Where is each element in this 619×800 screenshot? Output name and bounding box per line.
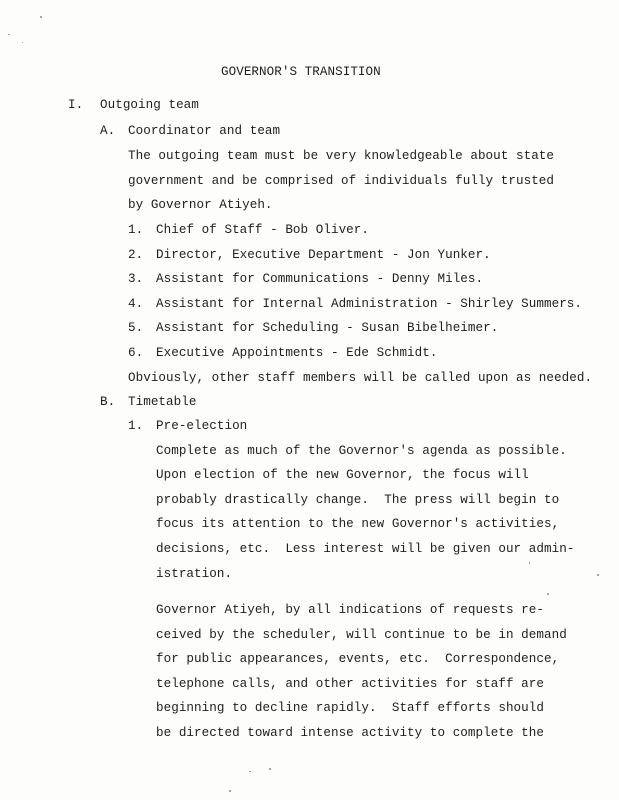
list-number: 6. [128, 346, 144, 360]
paragraph-line: decisions, etc. Less interest will be given our admin- [156, 542, 575, 556]
scan-speck [547, 593, 549, 595]
paragraph-line: telephone calls, and other activities for staff are [156, 677, 544, 691]
list-number: 2. [128, 248, 144, 262]
list-item-text: Chief of Staff - Bob Oliver. [156, 223, 370, 237]
paragraph-line: Complete as much of the Governor's agenda as possible. [156, 444, 567, 458]
paragraph-line: government and be comprised of individuals fully trusted [128, 174, 555, 188]
list-item-text: Assistant for Internal Administration - Shirley Summers. [156, 297, 583, 311]
scan-speck [269, 768, 271, 770]
paragraph-line: be directed toward intense activity to complete the [156, 726, 544, 740]
scan-speck [40, 16, 42, 18]
list-number: 5. [128, 321, 144, 335]
paragraph-line: ceived by the scheduler, will continue to be in demand [156, 628, 567, 642]
scan-speck [8, 34, 10, 35]
paragraph-line: Governor Atiyeh, by all indications of requests re- [156, 603, 544, 617]
list-number: 1. [128, 223, 144, 237]
item-heading: Pre-election [156, 419, 248, 433]
paragraph-line: Obviously, other staff members will be called upon as needed. [128, 371, 593, 385]
section-heading: Outgoing team [100, 98, 199, 112]
paragraph-line: for public appearances, events, etc. Correspondence, [156, 652, 560, 666]
section-numeral: I. [68, 98, 84, 112]
list-item-text: Director, Executive Department - Jon Yunker. [156, 248, 491, 262]
list-number: 4. [128, 297, 144, 311]
list-item-text: Executive Appointments - Ede Schmidt. [156, 346, 438, 360]
scan-speck [229, 790, 231, 792]
scan-speck [597, 574, 599, 576]
document-title: GOVERNOR'S TRANSITION [221, 65, 381, 79]
paragraph-line: focus its attention to the new Governor's activities, [156, 517, 560, 531]
list-item-text: Assistant for Communications - Denny Miles. [156, 272, 484, 286]
list-number: 3. [128, 272, 144, 286]
paragraph-line: istration. [156, 567, 233, 581]
subsection-heading: Coordinator and team [128, 124, 281, 138]
list-item-text: Assistant for Scheduling - Susan Bibelheimer. [156, 321, 499, 335]
subsection-letter: A. [100, 124, 116, 138]
scan-speck [529, 562, 530, 564]
paragraph-line: The outgoing team must be very knowledgeable about state [128, 149, 555, 163]
list-number: 1. [128, 419, 144, 433]
paragraph-line: by Governor Atiyeh. [128, 198, 273, 212]
scan-speck [249, 771, 251, 772]
subsection-heading: Timetable [128, 395, 197, 409]
paragraph-line: Upon election of the new Governor, the focus will [156, 468, 529, 482]
paragraph-line: beginning to decline rapidly. Staff efforts should [156, 701, 544, 715]
scan-speck [22, 42, 23, 43]
paragraph-line: probably drastically change. The press will begin to [156, 493, 560, 507]
subsection-letter: B. [100, 395, 116, 409]
